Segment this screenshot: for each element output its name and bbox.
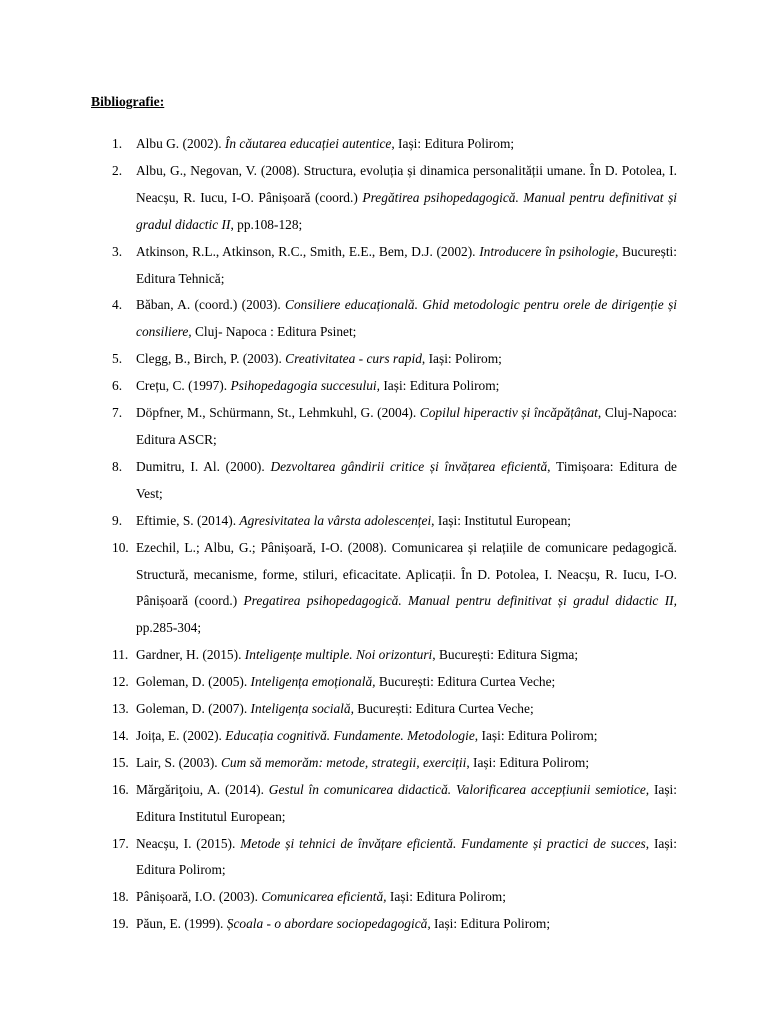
entry-text: [136, 911, 677, 938]
entry-number: 13.: [112, 701, 129, 717]
entry-text-segment: Döpfner, M., Schürmann, St., Lehmkuhl, G. (2004).: [136, 405, 420, 421]
entry-title-italic: Metode și tehnici de învățare eficientă. Fundamente și practici de succes: [240, 835, 646, 851]
entry-title-italic: Pregătirea psihopedagogică. Manual pentru definitivat și gradul didactic II: [136, 189, 677, 232]
bibliography-entry: [0, 454, 768, 508]
entry-title-italic: Cum să memorăm: metode, strategii, exerciții: [221, 754, 467, 770]
entry-text-segment: Neacșu, I. (2015).: [136, 835, 241, 851]
entry-text: [136, 642, 677, 669]
entry-title-italic: Inteligențe multiple. Noi orizonturi: [244, 647, 433, 663]
entry-title-italic: Psihopedagogia succesului,: [230, 378, 380, 394]
bibliography-entry: [0, 508, 768, 535]
bibliography-entry: [0, 158, 768, 239]
entry-text: [136, 400, 677, 454]
entry-text-segment: Gardner, H. (2015).: [136, 647, 245, 663]
entry-text: [136, 508, 677, 535]
entry-number: 12.: [112, 674, 129, 690]
entry-text: [136, 723, 677, 750]
entry-text-segment: Cluj- Napoca : Editura Psinet;: [191, 324, 357, 340]
entry-title-italic: Inteligența emoțională,: [250, 674, 376, 690]
entry-title-italic: În căutarea educației autentice: [224, 136, 392, 151]
entry-text-segment: Pânișoară, I.O. (2003).: [136, 889, 262, 905]
entry-text: [136, 831, 677, 885]
entry-text-segment: , Iași: Editura Polirom;: [474, 727, 598, 743]
entry-title-italic: Introducere în psihologie: [479, 243, 615, 259]
entry-text-segment: Eftimie, S. (2014).: [136, 512, 240, 528]
entry-title-italic: Comunicarea eficientă,: [261, 889, 387, 905]
entry-text: [136, 696, 677, 723]
entry-text-segment: Iași: Editura Polirom;: [379, 378, 500, 394]
entry-number: 2.: [112, 162, 123, 178]
entry-text-segment: , București: Editura Tehnică;: [136, 243, 677, 286]
entry-text: [136, 750, 677, 777]
entry-number: 19.: [112, 916, 129, 932]
entry-text: [136, 669, 677, 696]
entry-text-segment: Lair, S. (2003).: [136, 754, 221, 770]
entry-text-segment: , Timișoara: Editura de Vest;: [136, 458, 678, 501]
entry-number: 5.: [112, 351, 123, 367]
entry-text-segment: , Iași: Editura Polirom;: [391, 136, 515, 151]
entry-text-segment: Păun, E. (1999).: [136, 916, 227, 932]
entry-text-segment: pp.285-304;: [136, 620, 202, 636]
entry-text: [136, 535, 677, 643]
entry-text-segment: București: Editura Curtea Veche;: [353, 701, 534, 717]
bibliography-entry: [0, 777, 768, 831]
entry-text-segment: Băban, A. (coord.) (2003).: [136, 297, 286, 313]
bibliography-entry: [0, 723, 768, 750]
entry-text: [136, 292, 677, 346]
entry-text: [136, 777, 677, 831]
entry-text: [136, 131, 677, 158]
entry-title-italic: Educația cognitivă. Fundamente. Metodologie: [225, 727, 475, 743]
entry-title-italic: Consiliere educațională. Ghid metodologic pentru orele de dirigenție și consiliere,: [136, 297, 677, 340]
bibliography-entry: [0, 400, 768, 454]
entry-text-segment: Crețu, C. (1997).: [136, 378, 231, 394]
entry-text-segment: Goleman, D. (2007).: [136, 701, 251, 717]
entry-text-segment: , București: Editura Sigma;: [432, 647, 579, 663]
entry-number: 4.: [112, 297, 123, 313]
entry-number: 10.: [112, 539, 129, 555]
entry-text-segment: , pp.108-128;: [230, 216, 303, 232]
bibliography-entry: [0, 642, 768, 669]
entry-text: [136, 158, 677, 239]
entry-text-segment: Albu G. (2002).: [136, 136, 225, 151]
entry-text-segment: , Iași: Polirom;: [421, 351, 502, 367]
entry-text: [136, 884, 677, 911]
entry-text: [136, 239, 677, 293]
entry-number: 1.: [112, 136, 123, 151]
bibliography-entry: [0, 346, 768, 373]
entry-text-segment: , Cluj-Napoca: Editura ASCR;: [136, 405, 677, 447]
entry-text: [136, 346, 677, 373]
bibliography-entry: [0, 911, 768, 938]
bibliography-entry: [0, 373, 768, 400]
entry-text-segment: Goleman, D. (2005).: [136, 674, 251, 690]
entry-text-segment: Iași: Editura Institutul European;: [136, 781, 677, 824]
entry-title-italic: Copilul hiperactiv și încăpățânat: [419, 405, 598, 421]
entry-title-italic: Pregatirea psihopedagogică. Manual pentru definitivat și gradul didactic II,: [243, 593, 677, 609]
entry-number: 16.: [112, 781, 129, 797]
entry-title-italic: Agresivitatea la vârsta adolescenței: [239, 512, 432, 528]
bibliography-entry: [0, 669, 768, 696]
entry-text-segment: Mărgăriţoiu, A. (2014).: [136, 781, 269, 797]
entry-text-segment: Atkinson, R.L., Atkinson, R.C., Smith, E.E., Bem, D.J. (2002).: [136, 243, 480, 259]
entry-title-italic: Dezvoltarea gândirii critice și învățarea eficientă: [270, 458, 548, 474]
entry-number: 8.: [112, 458, 123, 474]
entry-title-italic: Inteligența socială,: [250, 701, 354, 717]
entry-text-segment: Ezechil, L.; Albu, G.; Pânișoară, I-O. (2008). Comunicarea și relațiile de comunicare pedagogică. Structură, mecanisme, forme, stiluri, eficacitate. Aplicații. În D. Potolea, I. Neacșu, R. Iucu, I-O. Pânișoară (coord.): [136, 539, 677, 609]
entry-number: 9.: [112, 512, 123, 528]
entry-text-segment: , Iași: Editura Polirom;: [136, 835, 678, 878]
entry-title-italic: Gestul în comunicarea didactică. Valorificarea accepțiunii semiotice,: [268, 781, 650, 797]
entry-number: 11.: [112, 647, 129, 663]
entry-text-segment: Joița, E. (2002).: [136, 727, 226, 743]
bibliography-list: [0, 131, 768, 938]
entry-text: [136, 454, 677, 508]
entry-text: [136, 373, 677, 400]
entry-title-italic: Creativitatea - curs rapid: [285, 351, 422, 367]
bibliography-entry: [0, 131, 768, 158]
entry-text-segment: Iași: Editura Polirom;: [386, 889, 506, 905]
entry-number: 14.: [112, 727, 129, 743]
entry-number: 3.: [112, 243, 123, 259]
entry-number: 7.: [112, 405, 123, 421]
bibliography-entry: [0, 696, 768, 723]
bibliography-heading: Bibliografie:: [91, 94, 165, 109]
entry-number: 15.: [112, 754, 129, 770]
entry-text-segment: Iași: Editura Polirom;: [430, 916, 551, 932]
entry-text-segment: Albu, G., Negovan, V. (2008). Structura, evoluția și dinamica personalității umane. În D. Potolea, I. Neacșu, R. Iucu, I-O. Pânișoară (coord.): [136, 162, 677, 205]
bibliography-entry: [0, 831, 768, 885]
entry-text-segment: , Iași: Editura Polirom;: [466, 754, 590, 770]
entry-number: 18.: [112, 889, 129, 905]
entry-number: 6.: [112, 378, 123, 394]
bibliography-entry: [0, 239, 768, 293]
entry-number: 17.: [112, 835, 129, 851]
entry-text-segment: Dumitru, I. Al. (2000).: [136, 458, 271, 474]
bibliography-entry: [0, 750, 768, 777]
entry-title-italic: Școala - o abordare sociopedagogică,: [226, 916, 431, 932]
entry-text-segment: București: Editura Curtea Veche;: [375, 674, 556, 690]
entry-text-segment: Clegg, B., Birch, P. (2003).: [136, 351, 286, 367]
bibliography-entry: [0, 535, 768, 643]
bibliography-entry: [0, 884, 768, 911]
bibliography-entry: [0, 292, 768, 346]
entry-text-segment: , Iași: Institutul European;: [431, 512, 572, 528]
